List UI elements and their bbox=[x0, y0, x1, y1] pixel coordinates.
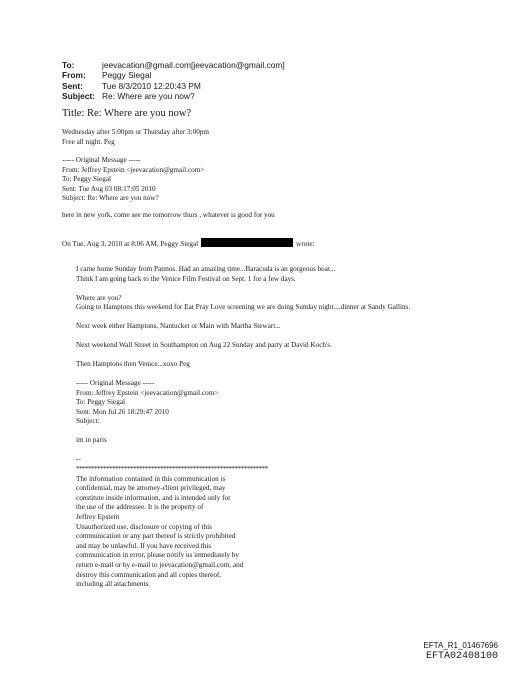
sent-label: Sent: bbox=[62, 80, 83, 91]
header-from-row bbox=[62, 70, 285, 80]
asterisk-divider: **************************************************************** bbox=[76, 465, 268, 474]
subject-value: Re: Where are you now? bbox=[102, 90, 195, 101]
quoted-p1-line-2: Think I am going back to the Venice Film Festival on Sept. 1 for a few days. bbox=[76, 274, 296, 283]
footer-reference-1: EFTA_R1_01467696 bbox=[423, 641, 498, 650]
original-message-1 bbox=[62, 156, 204, 204]
original-to-2: To: Peggy Siegal bbox=[76, 398, 126, 407]
disclaimer-line: return e-mail or by e-mail to jeevacation@gmail.com, and bbox=[76, 560, 244, 569]
original-from-1: From: Jeffrey Epstein <jeevacation@gmail.com> bbox=[62, 165, 205, 174]
redaction-box bbox=[201, 238, 293, 247]
quoted-p4: Next weekend Wall Street in Southampton on Aug 22 Sunday and party at David Koch's. bbox=[76, 341, 332, 350]
disclaimer-line: destroy this communication and all copies thereof, bbox=[76, 570, 222, 579]
quoted-p1-line-1: I came home Sunday from Patmos. Had an amazing time...Baracuda is an gorgeous boat... bbox=[76, 265, 336, 273]
spacer bbox=[76, 284, 410, 293]
original-subject-1: Subject: Re: Where are you now? bbox=[62, 194, 159, 203]
disclaimer-line: constitute inside information, and is intended only for bbox=[76, 493, 231, 502]
spacer bbox=[76, 313, 410, 322]
subject-label: Subject: bbox=[62, 90, 96, 101]
quoted-p5: Then Hamptons then Venice...xoxo Peg bbox=[76, 360, 190, 369]
original-sent-2: Sent: Mon Jul 26 18:29:47 2010 bbox=[76, 407, 169, 416]
original-subject-2: Subject: bbox=[76, 417, 100, 426]
to-label: To: bbox=[62, 60, 75, 70]
disclaimer-line: and may be unlawful. If you have received this bbox=[76, 541, 212, 550]
spacer bbox=[76, 332, 410, 341]
disclaimer-line: Jeffrey Epstein bbox=[76, 513, 120, 522]
header-to-row bbox=[62, 60, 285, 70]
disclaimer-line: confidential, may be attorney-client privileged, may bbox=[76, 484, 226, 493]
quote-intro-before: On Tue, Aug 3, 2010 at 8:06 AM, Peggy Siegal bbox=[62, 240, 199, 248]
quote-intro-after: wrote: bbox=[296, 240, 315, 248]
quoted-block bbox=[76, 265, 410, 590]
email-header bbox=[62, 60, 285, 101]
sent-value: Tue 8/3/2010 12:20:43 PM bbox=[102, 80, 201, 91]
reply-block bbox=[62, 128, 209, 147]
original-marker-2: ----- Original Message ----- bbox=[76, 379, 155, 388]
reply-line-2: Free all night. Peg bbox=[62, 137, 115, 146]
disclaimer-line: communication in error, please notify us immediately by bbox=[76, 551, 239, 560]
spacer bbox=[76, 351, 410, 360]
original-to-1: To: Peggy Siegal bbox=[62, 175, 112, 184]
disclaimer-line: communication or any part thereof is strictly prohibited bbox=[76, 532, 236, 541]
quote-intro bbox=[62, 238, 315, 250]
body-line-2: im in paris bbox=[76, 436, 107, 445]
disclaimer-line: including all attachments. bbox=[76, 580, 151, 589]
spacer bbox=[76, 370, 410, 379]
spacer bbox=[76, 446, 410, 455]
disclaimer-line: the use of the addressee. It is the property of bbox=[76, 503, 204, 512]
spacer bbox=[76, 427, 410, 436]
body-line-1: here in new york, come see me tomorrow thurs , whatever is good for you bbox=[62, 211, 275, 219]
signature-dashes: -- bbox=[76, 455, 81, 464]
disclaimer-line: Unauthorized use, disclosure or copying of this bbox=[76, 522, 212, 531]
from-value: Peggy Siegal bbox=[102, 70, 152, 81]
to-value: jeevacation@gmail.com[jeevacation@gmail.com] bbox=[102, 60, 285, 70]
footer-reference-2: EFTA02408100 bbox=[425, 651, 498, 662]
header-subject-row bbox=[62, 91, 285, 101]
quoted-p2-line-1: Where are you? bbox=[76, 293, 122, 302]
reply-line-1: Wednesday after 5:00pm or Thursday after 3:00pm bbox=[62, 128, 209, 136]
original-sent-1: Sent: Tue Aug 03 08:17:05 2010 bbox=[62, 184, 156, 193]
document-title: Title: Re: Where are you now? bbox=[62, 108, 192, 119]
header-sent-row bbox=[62, 81, 285, 91]
quoted-p2-line-2: Going to Hamptons this weekend for Eat Pray Love screening we are doing Sunday night....dinner at Sandy Gallins. bbox=[76, 303, 411, 312]
quoted-p3: Next week either Hamptons, Nantucket or Main with Martha Stewart... bbox=[76, 322, 281, 331]
original-marker-1: ----- Original Message ----- bbox=[62, 156, 141, 164]
from-label: From: bbox=[62, 70, 86, 81]
original-from-2: From: Jeffrey Epstein <jeevacation@gmail.com> bbox=[76, 388, 219, 397]
disclaimer-line: The information contained in this communication is bbox=[76, 474, 226, 483]
